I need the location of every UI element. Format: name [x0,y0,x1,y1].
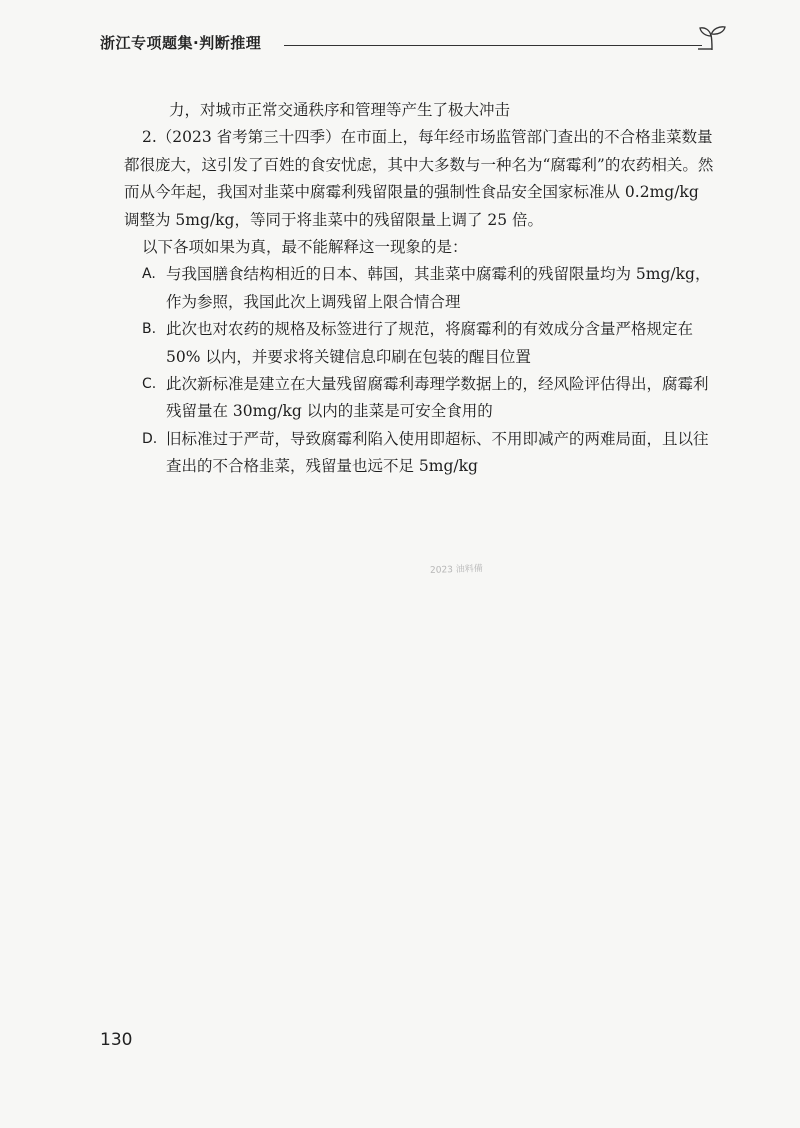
option-c [124,371,719,426]
question-stem: 2.（2023 省考第三十四季）在市面上，每年经市场监管部门查出的不合格韭菜数量都很庞大，这引发了百姓的食安忧虑，其中大多数与一种名为“腐霉利”的农药相关。然而从今年起，我国对韭菜中腐霉利残留限量的强制性食品安全国家标准从 0.2mg/kg 调整为 5mg/kg，等同于将韭菜中的残留限量上调了 25 倍。 [124,128,714,229]
option-text: 此次新标准是建立在大量残留腐霉利毒理学数据上的，经风险评估得出，腐霉利残留量在 30mg/kg 以内的韭菜是可安全食用的 [166,375,709,421]
header-title: 浙江专项题集·判断推理 [100,34,262,52]
option-d [124,426,719,481]
option-text: 旧标准过于严苛，导致腐霉利陷入使用即超标、不用即减产的两难局面，且以往查出的不合格韭菜，残留量也远不足 5mg/kg [166,429,709,476]
sprout-icon [698,25,728,51]
question-prompt: 以下各项如果为真，最不能解释这一现象的是： [142,238,468,257]
watermark: 2023 油料備 [429,564,483,576]
option-letter: C. [142,376,157,393]
page-number: 130 [100,1030,133,1050]
option-letter: D. [142,430,158,447]
option-text: 与我国膳食结构相近的日本、韩国，其韭菜中腐霉利的残留限量均为 5mg/kg，作为参照，我国此次上调残留上限合情合理 [166,265,711,311]
continuation-text: 力，对城市正常交通秩序和管理等产生了极大冲击 [169,101,511,119]
option-b [124,316,719,371]
option-a [124,261,719,316]
option-text: 此次也对农药的规格及标签进行了规范，将腐霉利的有效成分含量严格规定在 50% 以内，并要求将关键信息印刷在包装的醒目位置 [166,320,694,366]
option-letter: A. [142,266,156,283]
option-letter: B. [142,321,157,338]
page-header [100,33,730,57]
question-content [124,97,719,481]
header-rule [284,45,702,46]
